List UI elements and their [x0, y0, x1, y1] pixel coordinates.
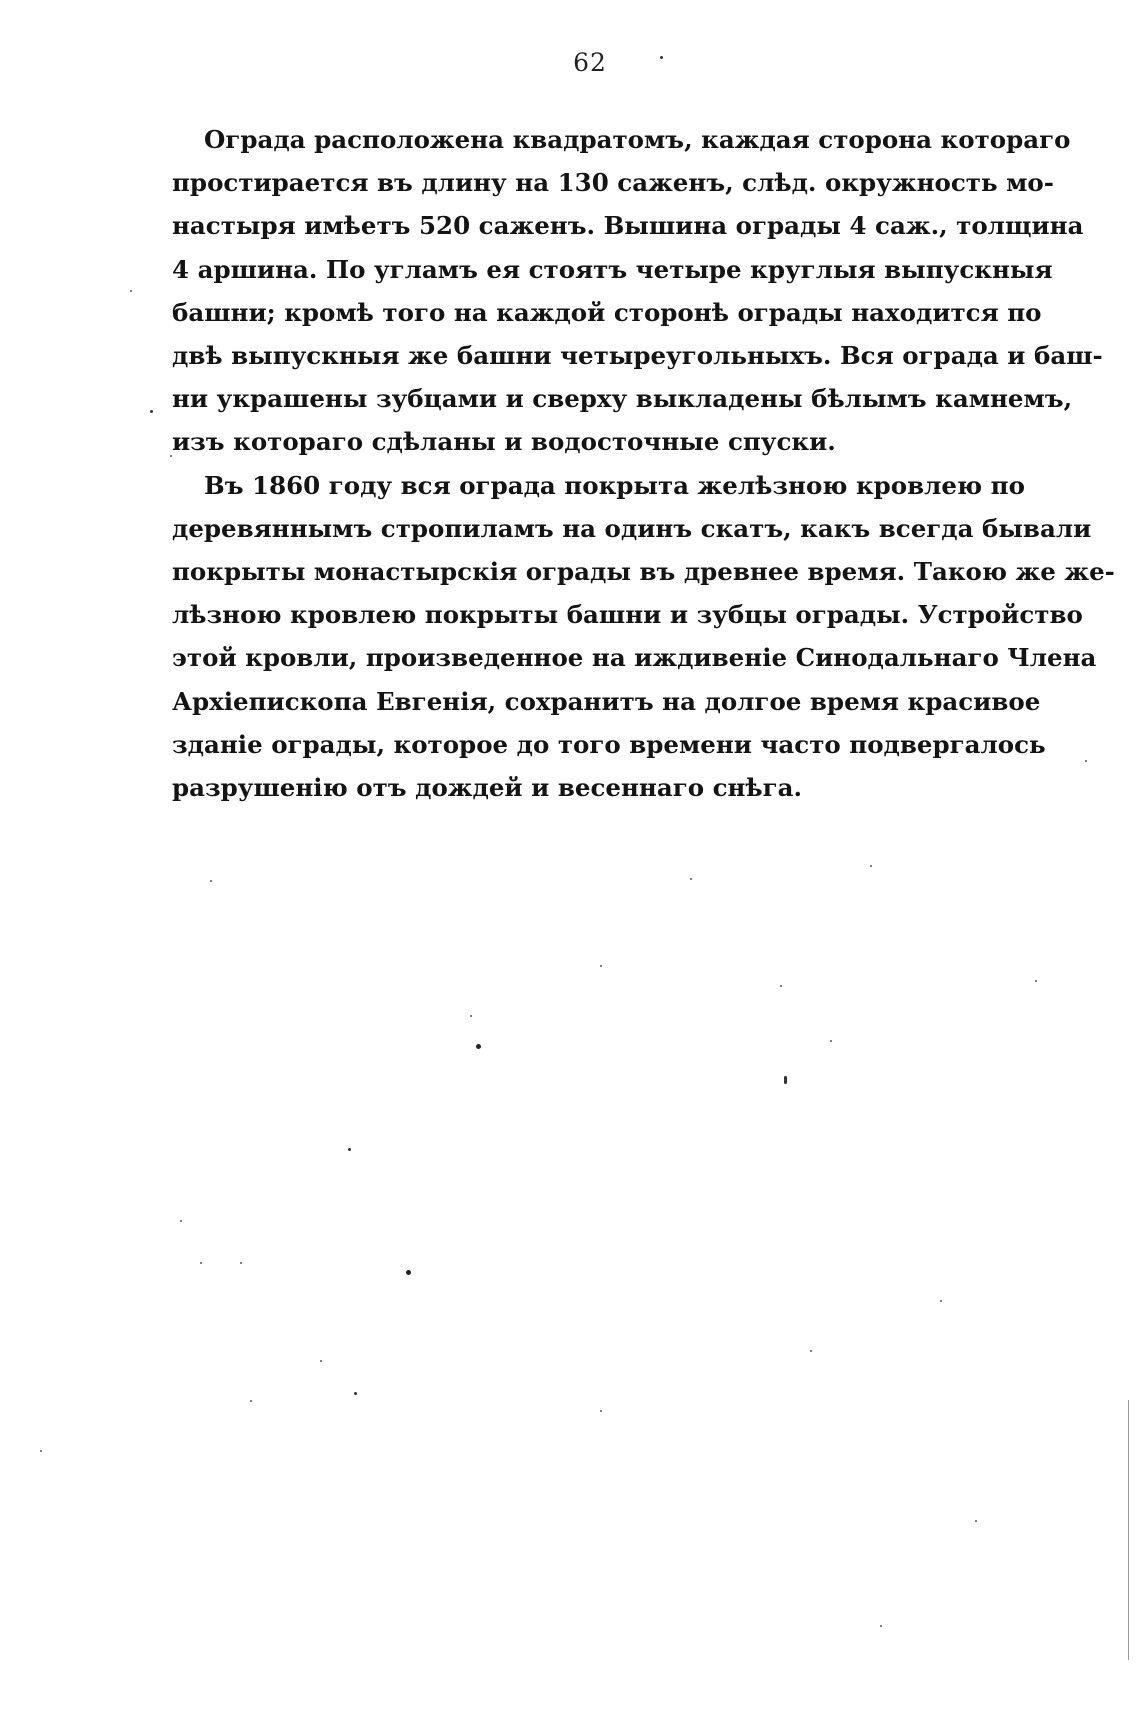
scan-speck [1085, 760, 1087, 762]
scan-speck [180, 1220, 182, 1222]
text-line: настыря имѣетъ 520 саженъ. Вышина ограды 4 саж., толщина [172, 211, 1084, 241]
scan-speck [660, 56, 663, 59]
text-line: двѣ выпускныя же башни четыреугольныхъ. Вся ограда и баш- [172, 341, 1103, 371]
scan-speck [210, 880, 212, 882]
scan-speck [870, 865, 872, 867]
scan-speck [170, 455, 172, 457]
scan-speck [150, 410, 153, 413]
scan-speck [780, 985, 782, 987]
text-line: Въ 1860 году вся ограда покрыта желѣзною кровлею по [204, 470, 1025, 500]
scan-speck [1035, 980, 1037, 982]
text-line: зданіе ограды, которое до того времени часто подвергалось [172, 729, 1046, 759]
scan-speck [40, 1450, 42, 1452]
scan-speck [130, 290, 132, 292]
scan-speck [810, 1350, 812, 1352]
page-number: 62 [573, 48, 607, 77]
scan-speck [348, 1148, 351, 1151]
text-line: 4 аршина. По угламъ ея стоятъ четыре круглыя выпускныя [172, 254, 1053, 284]
scan-speck [600, 1410, 602, 1412]
text-line: лѣзною кровлею покрыты башни и зубцы ограды. Устройство [172, 600, 1083, 630]
scan-speck [250, 1400, 252, 1402]
scan-speck [690, 878, 692, 880]
body-text [172, 118, 1115, 809]
text-line: Ограда расположена квадратомъ, каждая сторона котораго [204, 125, 1071, 154]
scan-speck [830, 1040, 832, 1042]
scan-speck [320, 1360, 322, 1362]
text-line: ни украшены зубцами и сверху выкладены бѣлымъ камнемъ, [172, 384, 1073, 414]
text-line: Архіепископа Евгенія, сохранитъ на долгое время красивое [172, 686, 1041, 716]
text-line: покрыты монастырскія ограды въ древнее время. Такою же же- [172, 557, 1115, 587]
scan-speck [240, 1262, 242, 1264]
paragraph-1 [172, 118, 1103, 464]
scan-speck [406, 1270, 411, 1275]
text-line: этой кровли, произведенное на иждивеніе Синодальнаго Члена [172, 643, 1097, 673]
paragraph-2 [172, 464, 1115, 810]
text-line: деревяннымъ стропиламъ на одинъ скатъ, какъ всегда бывали [172, 513, 1092, 543]
scan-speck [200, 1262, 202, 1264]
scan-speck [600, 965, 602, 967]
scan-speck [940, 1300, 942, 1302]
scan-speck [470, 1015, 472, 1017]
scan-speck [784, 1076, 787, 1084]
text-line: башни; кромѣ того на каждой сторонѣ ограды находится по [172, 297, 1042, 327]
scan-speck [880, 1625, 882, 1627]
text-line: простирается въ длину на 130 саженъ, слѣд. окружность мо- [172, 168, 1054, 198]
scan-speck [476, 1044, 481, 1049]
text-line: разрушенію отъ дождей и весеннаго снѣга. [172, 773, 803, 803]
text-line: изъ котораго сдѣланы и водосточные спуски. [172, 427, 836, 457]
scan-edge-line [1128, 1400, 1129, 1660]
scan-speck [354, 1392, 357, 1395]
scan-speck [975, 1520, 977, 1522]
